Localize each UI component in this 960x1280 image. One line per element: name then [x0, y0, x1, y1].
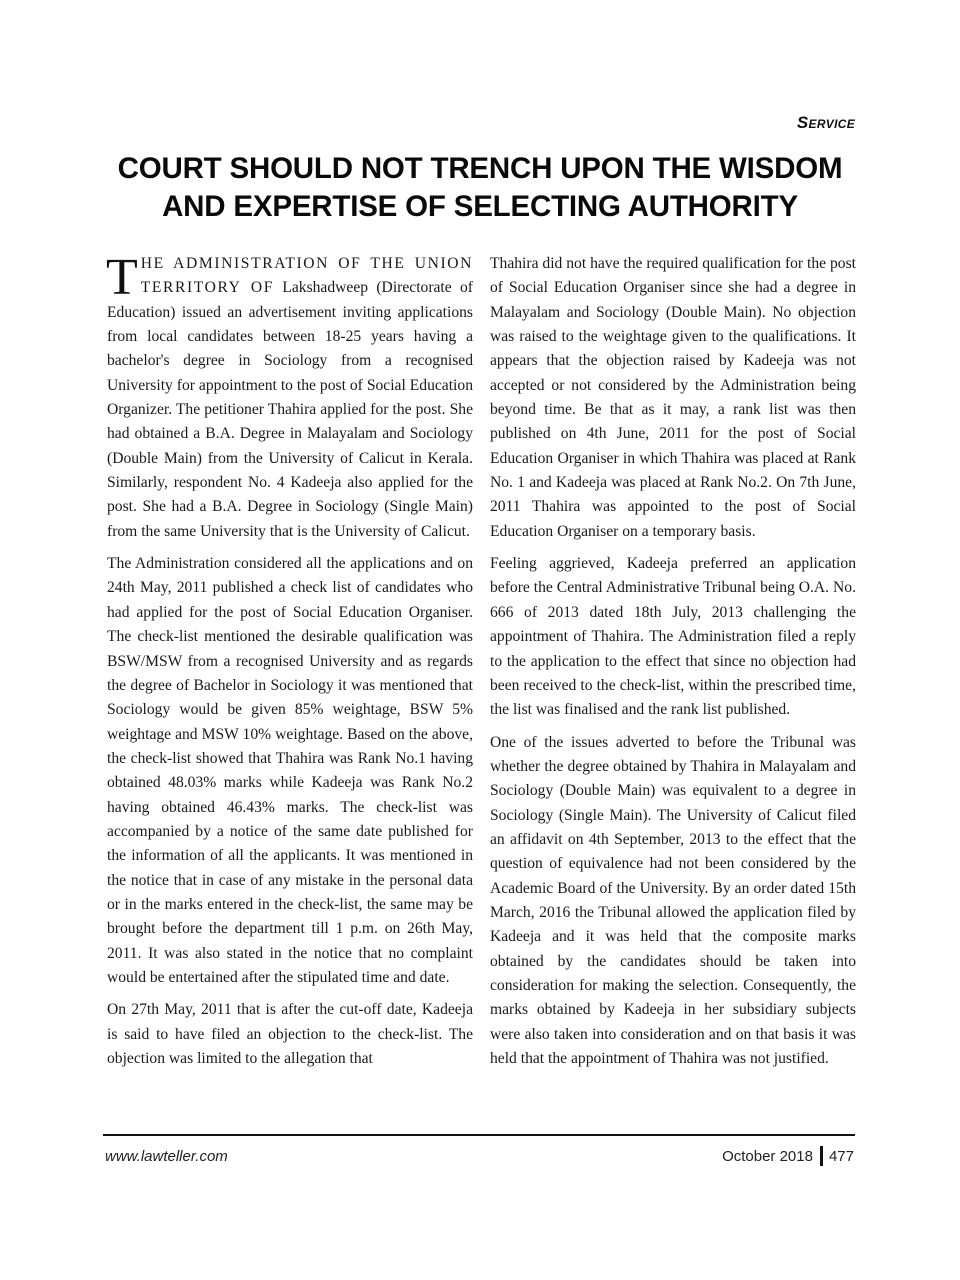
paragraph-3: On 27th May, 2011 that is after the cut-off date, Kadeeja is said to have filed an objection to the check-list. The objection was limited to the allegation that — [107, 1001, 473, 1067]
paragraph-5: Feeling aggrieved, Kadeeja preferred an application before the Central Administrative Tribunal being O.A. No. 666 of 2013 dated 18th July, 2013 challenging the appointment of Thahira. The Administration filed a reply to the application to the effect that since no objection had been received to the check-list, within the prescribed time, the list was finalised and the rank list published. — [490, 555, 856, 719]
paragraph-2: The Administration considered all the applications and on 24th May, 2011 published a check list of candidates who had applied for the post of Social Education Organiser. The check-list mentioned the desirable qualification was BSW/MSW from a recognised University and as regards the degree of Bachelor in Sociology it was mentioned that Sociology would be given 85% weightage, BSW 5% weightage and MSW 10% weightage. Based on the above, the check-list showed that Thahira was Rank No.1 having obtained 48.03% marks while Kadeeja was Rank No.2 having obtained 46.43% marks. The check-list was accompanied by a notice of the same date published for the information of all the applicants. It was mentioned in the notice that in case of any mistake in the personal data or in the marks entered in the check-list, the same may be brought before the department till 1 p.m. on 26th May, 2011. It was also stated in the notice that no complaint would be entertained after the stipulated time and date. — [107, 555, 473, 986]
section-label: Service — [796, 113, 855, 132]
paragraph-1-text: Lakshadweep (Directorate of Education) issued an advertisement inviting applications from local candidates between 18-25 years having a bachelor's degree in Sociology from a recognised University for appointment to the post of Social Education Organizer. The petitioner Thahira applied for the post. She had obtained a B.A. Degree in Malayalam and Sociology (Double Main) from the University of Calicut in Kerala. Similarly, respondent No. 4 Kadeeja also applied for the post. She had a B.A. Degree in Sociology (Single Main) from the same University that is the University of Calicut. — [107, 279, 473, 540]
paragraph-6: One of the issues adverted to before the Tribunal was whether the degree obtained by Thahira in Malayalam and Sociology (Double Main) was equivalent to a degree in Sociology (Single Main). The University of Calicut filed an affidavit on 4th September, 2013 to the effect that the question of equivalence had not been considered by the Academic Board of the University. By an order dated 15th March, 2016 the Tribunal allowed the application filed by Kadeeja and it was held that the composite marks obtained by the candidates should be taken into consideration for making the selection. Consequently, the marks obtained by Kadeeja in her subsidiary subjects were also taken into consideration and on that basis it was held that the appointment of Thahira was not justified. — [490, 733, 856, 1067]
paragraph-1 — [106, 249, 473, 544]
footer-issue-info — [722, 1146, 854, 1166]
footer-issue-date: October 2018 — [722, 1147, 813, 1165]
lead-caps: HE ADMINISTRATION OF THE UNION TERRITORY OF — [140, 255, 473, 297]
footer-page-number: 477 — [828, 1147, 854, 1165]
paragraph-4: Thahira did not have the required qualification for the post of Social Education Organiser since she had a degree in Malayalam and Sociology (Double Main). No objection was raised to the weightage given to the qualifications. It appears that the objection raised by Kadeeja was not accepted or not considered by the Administration being beyond time. Be that as it may, a rank list was then published on 4th June, 2011 for the post of Social Education Organiser in which Thahira was placed at Rank No. 1 and Kadeeja was placed at Rank No.2. On 7th June, 2011 Thahira was appointed to the post of Social Education Organiser on a temporary basis. — [490, 255, 856, 540]
footer-separator — [820, 1146, 823, 1166]
dropcap: T — [106, 249, 138, 306]
left-column — [106, 249, 473, 1079]
article-title-line-1: COURT SHOULD NOT TRENCH UPON THE WISDOM — [117, 152, 843, 185]
footer-website-link[interactable]: www.lawteller.com — [105, 1148, 228, 1165]
article-title — [100, 150, 860, 226]
footer-rule — [103, 1134, 855, 1136]
article-title-line-2: AND EXPERTISE OF SELECTING AUTHORITY — [162, 190, 798, 223]
right-column — [490, 252, 856, 1079]
